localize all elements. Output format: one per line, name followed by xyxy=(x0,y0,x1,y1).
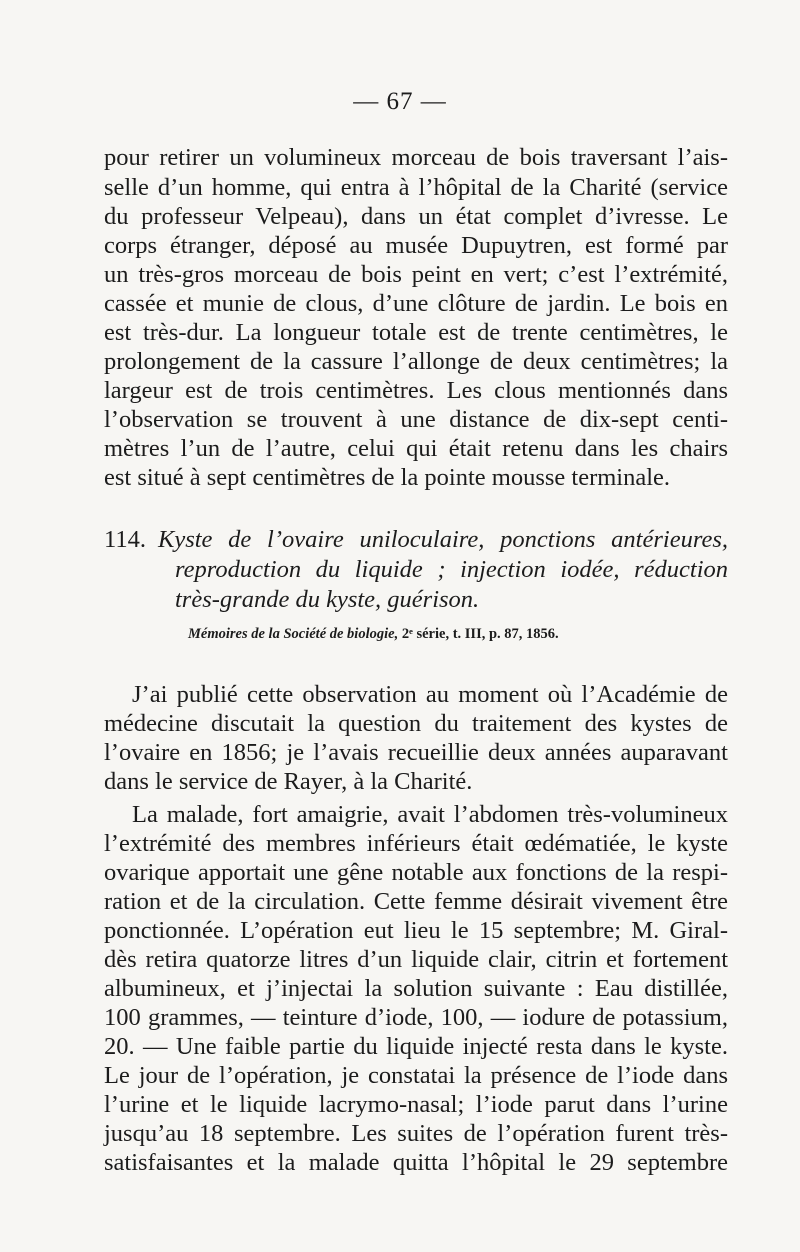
text-line: La malade, fort amaigrie, avait l’abdomen très-volumineux xyxy=(132,801,728,828)
page-number: — 67 — xyxy=(353,88,447,115)
text-line: J’ai publié cette observation au moment où l’Académie de xyxy=(132,681,728,708)
text-line: l’ovaire en 1856; je l’avais recueillie deux années auparavant xyxy=(104,739,728,766)
text-line: prolongement de la cassure l’allonge de deux centimètres; la xyxy=(104,348,728,375)
case-number: 114. xyxy=(104,526,146,553)
text-line: médecine discutait la question du traitement des kystes de xyxy=(104,710,728,737)
text-line: 20. — Une faible partie du liquide injecté resta dans le kyste. xyxy=(104,1033,728,1060)
case-title-line: très-grande du kyste, guérison. xyxy=(175,586,480,613)
bibliographic-reference xyxy=(188,626,658,643)
text-line: dans le service de Rayer, à la Charité. xyxy=(104,768,473,795)
reference-details: 2ᵉ série, t. III, p. 87, 1856. xyxy=(398,626,559,642)
text-line: largeur est de trois centimètres. Les clous mentionnés dans xyxy=(104,377,728,404)
text-line: l’extrémité des membres inférieurs était œdématiée, le kyste xyxy=(104,830,728,857)
case-title-line: Kyste de l’ovaire uniloculaire, ponctions antérieures, xyxy=(158,526,728,553)
text-line: Le jour de l’opération, je constatai la présence de l’iode dans xyxy=(104,1062,728,1089)
text-line: est situé à sept centimètres de la pointe mousse terminale. xyxy=(104,464,671,491)
text-line: corps étranger, déposé au musée Dupuytren, est formé par xyxy=(104,232,728,259)
text-line: dès retira quatorze litres d’un liquide clair, citrin et fortement xyxy=(104,946,728,973)
text-line: l’urine et le liquide lacrymo-nasal; l’iode parut dans l’urine xyxy=(104,1091,728,1118)
text-line: jusqu’au 18 septembre. Les suites de l’opération furent très- xyxy=(104,1120,728,1147)
text-line: ponctionnée. L’opération eut lieu le 15 septembre; M. Giral- xyxy=(104,917,728,944)
text-line: albumineux, et j’injectai la solution suivante : Eau distillée, xyxy=(104,975,728,1002)
text-line: 100 grammes, — teinture d’iode, 100, — iodure de potassium, xyxy=(104,1004,728,1031)
reference-title: Mémoires de la Société de biologie, xyxy=(188,626,399,642)
text-line: ration et de la circulation. Cette femme désirait vivement être xyxy=(104,888,728,915)
text-line: un très-gros morceau de bois peint en vert; c’est l’extrémité, xyxy=(104,261,728,288)
case-title-line: reproduction du liquide ; injection iodée, réduction xyxy=(175,556,728,583)
text-line: mètres l’un de l’autre, celui qui était retenu dans les chairs xyxy=(104,435,728,462)
text-line: pour retirer un volumineux morceau de bois traversant l’ais- xyxy=(104,144,728,171)
text-line: ovarique apportait une gêne notable aux fonctions de la respi- xyxy=(104,859,728,886)
text-line: satisfaisantes et la malade quitta l’hôpital le 29 septembre xyxy=(104,1149,728,1176)
text-line: selle d’un homme, qui entra à l’hôpital de la Charité (service xyxy=(104,174,728,201)
text-line: cassée et munie de clous, d’une clôture de jardin. Le bois en xyxy=(104,290,728,317)
text-line: du professeur Velpeau), dans un état complet d’ivresse. Le xyxy=(104,203,728,230)
text-line: est très-dur. La longueur totale est de trente centimètres, le xyxy=(104,319,728,346)
text-line: l’observation se trouvent à une distance de dix-sept centi- xyxy=(104,406,728,433)
